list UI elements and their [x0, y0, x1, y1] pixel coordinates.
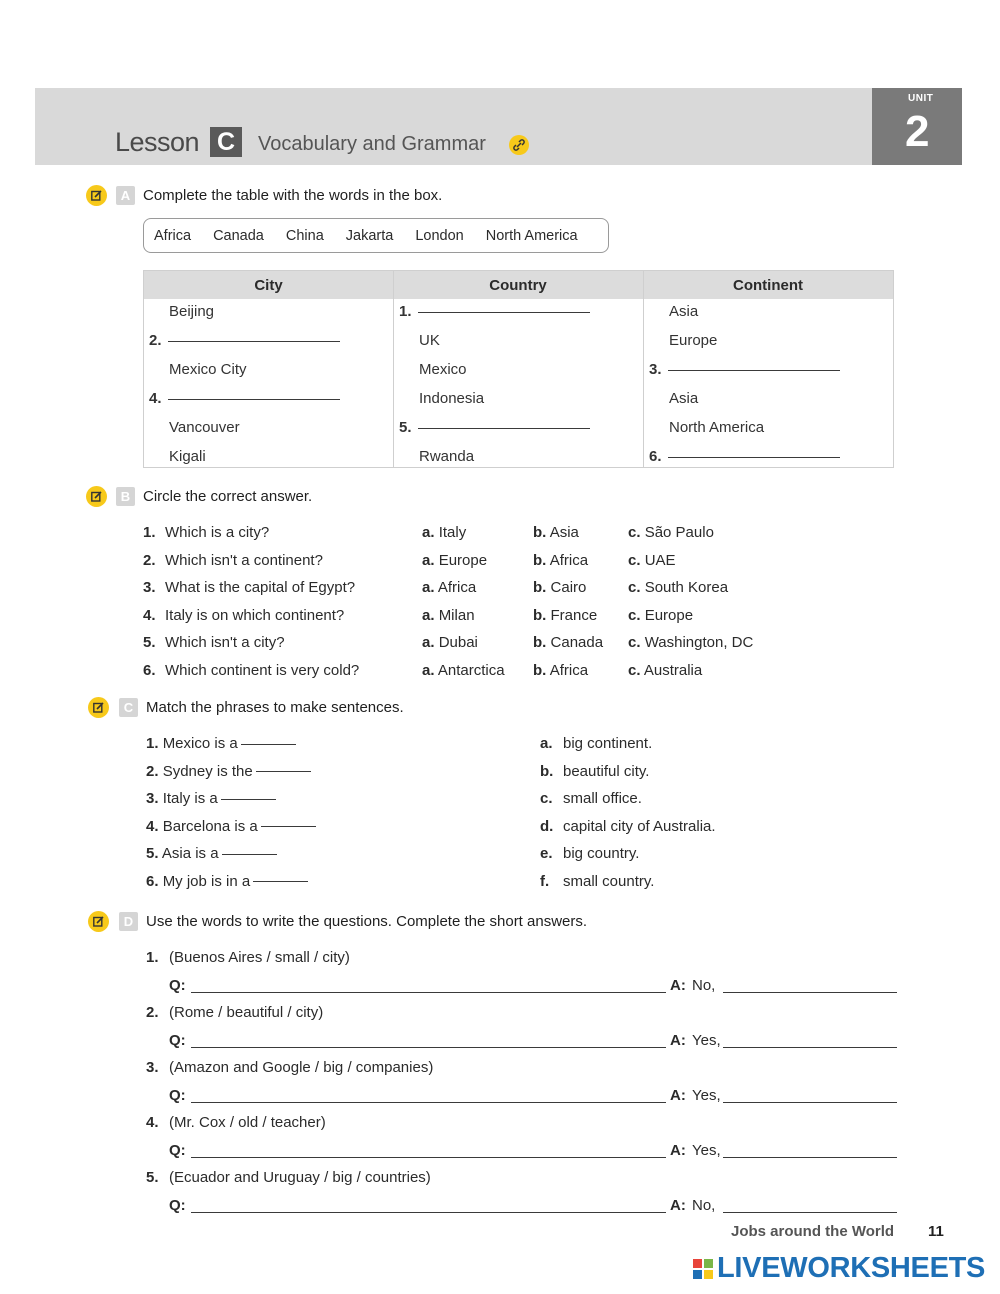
option-text: Washington, DC: [644, 634, 754, 651]
answer-option-a[interactable]: [422, 662, 505, 679]
table-cell: Mexico: [419, 361, 467, 378]
question-text: Which isn't a continent?: [165, 551, 323, 569]
section-c-letter: C: [119, 698, 138, 717]
item-number: 1.: [146, 949, 159, 966]
option-text: Italy: [438, 524, 467, 541]
question-prompt: (Mr. Cox / old / teacher): [169, 1114, 326, 1131]
table-cell: Beijing: [169, 303, 215, 320]
option-label: a.: [422, 634, 435, 651]
answer-blank[interactable]: [168, 341, 340, 342]
lesson-title: Vocabulary and Grammar: [258, 133, 486, 155]
option-text: Canada: [550, 634, 604, 651]
table-cell: Asia: [669, 303, 699, 320]
option-text: Europe: [644, 606, 694, 624]
answer-option-c[interactable]: [628, 607, 693, 624]
option-text: Africa: [549, 551, 589, 569]
question-answer-line[interactable]: [191, 1047, 666, 1048]
item-number: 5.: [146, 1169, 159, 1186]
phrase-text: Italy is a: [162, 790, 218, 807]
q-label: Q:: [169, 1142, 186, 1159]
answer-option-b[interactable]: [533, 634, 603, 651]
question-prompt: (Amazon and Google / big / companies): [169, 1059, 434, 1076]
lesson-letter-badge: C: [210, 127, 242, 157]
table-cell: Europe: [669, 332, 718, 349]
option-text: Milan: [438, 606, 475, 624]
option-label: a.: [422, 579, 435, 596]
link-icon[interactable]: [509, 135, 529, 155]
table-cell: UK: [419, 332, 440, 349]
question-number: 4.: [143, 606, 156, 624]
column-header-city: City: [254, 277, 283, 294]
answer-option-c[interactable]: [628, 524, 714, 541]
word-box-item: Canada: [213, 227, 264, 244]
question-number: 1.: [143, 524, 156, 541]
option-text: Australia: [643, 661, 703, 679]
option-label: a.: [422, 661, 435, 679]
match-right-item: capital city of Australia.: [563, 817, 716, 835]
match-right-item: big country.: [563, 845, 640, 862]
question-text: What is the capital of Egypt?: [165, 579, 356, 596]
short-answer-line[interactable]: [723, 1212, 897, 1213]
option-label: b.: [533, 606, 547, 624]
short-answer-start: No,: [692, 1197, 716, 1214]
answer-blank[interactable]: [668, 457, 840, 458]
q-label: Q:: [169, 1087, 186, 1104]
option-label: a.: [422, 524, 435, 541]
option-label: c.: [628, 524, 641, 541]
match-left-item: [146, 873, 308, 890]
table-blank-cell: [649, 448, 840, 465]
table-blank-cell: [649, 361, 840, 378]
table-header: [144, 271, 893, 299]
answer-option-b[interactable]: [533, 524, 579, 541]
answer-option-c[interactable]: [628, 552, 676, 569]
column-divider: [643, 271, 644, 467]
option-label: b.: [533, 661, 547, 679]
q-label: Q:: [169, 977, 186, 994]
a-label: A:: [670, 1142, 686, 1159]
footer-book-title: Jobs around the World: [731, 1223, 895, 1240]
column-header-continent: Continent: [733, 277, 803, 294]
logo-grid-icon: [693, 1259, 713, 1279]
option-text: Cairo: [550, 579, 587, 596]
answer-option-b[interactable]: [533, 662, 588, 679]
answer-option-b[interactable]: [533, 579, 586, 596]
section-a-letter: A: [116, 186, 135, 205]
question-text: Which isn't a city?: [165, 634, 285, 651]
option-text: Asia: [549, 524, 579, 541]
match-letter: b.: [540, 762, 554, 780]
answer-option-c[interactable]: [628, 634, 753, 651]
question-answer-line[interactable]: [191, 1102, 666, 1103]
option-label: c.: [628, 661, 641, 679]
match-right-item: small country.: [563, 872, 655, 890]
question-prompt: (Ecuador and Uruguay / big / countries): [169, 1169, 431, 1186]
table-cell: Rwanda: [419, 448, 475, 465]
answer-blank[interactable]: [256, 771, 311, 772]
a-label: A:: [670, 977, 686, 994]
item-number: 5.: [399, 419, 412, 436]
answer-blank[interactable]: [241, 744, 296, 745]
lesson-word: Lesson: [115, 127, 200, 157]
match-right-item: small office.: [563, 790, 642, 807]
unit-number: 2: [905, 107, 930, 156]
option-text: UAE: [644, 551, 676, 569]
answer-blank[interactable]: [261, 826, 316, 827]
phrase-text: My job is in a: [162, 872, 251, 890]
question-answer-line[interactable]: [191, 1157, 666, 1158]
word-box-item: Jakarta: [345, 227, 394, 244]
option-label: c.: [628, 606, 641, 624]
table-cell: Vancouver: [169, 419, 240, 436]
option-text: Dubai: [438, 634, 478, 651]
section-d-letter: D: [119, 912, 138, 931]
edit-icon: [88, 911, 109, 932]
option-text: Europe: [438, 551, 488, 569]
item-number: 2.: [146, 1004, 159, 1021]
table-cell: Asia: [669, 390, 699, 407]
short-answer-line[interactable]: [723, 1047, 897, 1048]
answer-blank[interactable]: [418, 428, 590, 429]
table-blank-cell: [149, 332, 340, 349]
table-cell: Indonesia: [419, 390, 485, 407]
word-box: [143, 218, 609, 253]
answer-blank[interactable]: [418, 312, 590, 313]
match-left-item: [146, 763, 311, 780]
table-cell: Kigali: [169, 448, 206, 465]
question-number: 6.: [143, 661, 156, 679]
section-b-instruction: Circle the correct answer.: [143, 488, 313, 505]
logo-text: LIVEWORKSHEETS: [717, 1252, 986, 1284]
item-number: 6.: [146, 872, 159, 890]
option-label: a.: [422, 551, 435, 569]
option-label: c.: [628, 579, 641, 596]
table-blank-cell: [149, 390, 340, 407]
edit-icon: [86, 486, 107, 507]
answer-blank[interactable]: [222, 854, 277, 855]
answer-blank[interactable]: [253, 881, 308, 882]
question-number: 2.: [143, 551, 156, 569]
option-label: c.: [628, 551, 641, 569]
option-label: a.: [422, 606, 435, 624]
q-label: Q:: [169, 1197, 186, 1214]
answer-option-c[interactable]: [628, 662, 702, 679]
option-text: Africa: [437, 579, 477, 596]
answer-option-a[interactable]: [422, 524, 466, 541]
a-label: A:: [670, 1087, 686, 1104]
section-c-instruction: Match the phrases to make sentences.: [146, 699, 404, 716]
question-text: Italy is on which continent?: [165, 606, 345, 624]
option-label: b.: [533, 551, 547, 569]
item-number: 2.: [149, 332, 162, 349]
item-number: 3.: [146, 790, 159, 807]
vocabulary-table: [143, 270, 894, 468]
match-left-item: [146, 845, 277, 862]
section-a-instruction: Complete the table with the words in the box.: [143, 187, 443, 204]
short-answer-start: No,: [692, 977, 716, 994]
a-label: A:: [670, 1197, 686, 1214]
match-right-item: big continent.: [563, 735, 653, 752]
option-text: Antarctica: [437, 661, 505, 679]
answer-option-b[interactable]: [533, 607, 597, 624]
answer-blank[interactable]: [668, 370, 840, 371]
question-number: 3.: [143, 579, 156, 596]
column-header-country: Country: [489, 277, 547, 294]
phrase-text: Mexico is a: [162, 735, 238, 752]
q-label: Q:: [169, 1032, 186, 1049]
phrase-text: Asia is a: [161, 845, 219, 862]
unit-label: UNIT: [908, 93, 934, 104]
word-box-item: Africa: [154, 227, 192, 244]
footer-page-number: 11: [928, 1223, 944, 1240]
table-blank-cell: [399, 419, 590, 436]
section-b-letter: B: [116, 487, 135, 506]
question-text: Which continent is very cold?: [165, 661, 360, 679]
item-number: 5.: [146, 845, 159, 862]
item-number: 6.: [649, 448, 662, 465]
question-prompt: (Buenos Aires / small / city): [169, 949, 350, 966]
short-answer-start: Yes,: [692, 1032, 721, 1049]
edit-icon: [88, 697, 109, 718]
edit-icon: [86, 185, 107, 206]
short-answer-line[interactable]: [723, 992, 897, 993]
match-left-item: [146, 818, 316, 835]
table-blank-cell: [399, 303, 590, 320]
short-answer-start: Yes,: [692, 1142, 721, 1159]
item-number: 4.: [149, 390, 162, 407]
match-letter: f.: [540, 872, 550, 890]
answer-option-a[interactable]: [422, 552, 487, 569]
column-divider: [393, 271, 394, 467]
short-answer-line[interactable]: [723, 1157, 897, 1158]
phrase-text: Barcelona is a: [162, 817, 258, 835]
a-label: A:: [670, 1032, 686, 1049]
question-answer-line[interactable]: [191, 992, 666, 993]
item-number: 4.: [146, 1114, 159, 1131]
option-label: b.: [533, 579, 547, 596]
table-cell: Mexico City: [169, 361, 247, 378]
short-answer-start: Yes,: [692, 1087, 721, 1104]
item-number: 3.: [146, 1059, 159, 1076]
answer-option-a[interactable]: [422, 634, 478, 651]
answer-option-b[interactable]: [533, 552, 588, 569]
option-label: b.: [533, 524, 547, 541]
short-answer-line[interactable]: [723, 1102, 897, 1103]
match-letter: d.: [540, 817, 554, 835]
option-text: South Korea: [644, 579, 729, 596]
option-text: France: [550, 606, 598, 624]
phrase-text: Sydney is the: [162, 762, 253, 780]
option-text: Africa: [549, 661, 589, 679]
match-left-item: [146, 735, 296, 752]
item-number: 3.: [649, 361, 662, 378]
table-cell: North America: [669, 419, 765, 436]
option-label: c.: [628, 634, 641, 651]
item-number: 1.: [399, 303, 412, 320]
liveworksheets-logo: [693, 1252, 985, 1285]
answer-option-a[interactable]: [422, 579, 476, 596]
word-box-item: London: [415, 227, 464, 244]
match-right-item: beautiful city.: [563, 762, 650, 780]
item-number: 2.: [146, 762, 159, 780]
answer-blank[interactable]: [168, 399, 340, 400]
question-text: Which is a city?: [165, 524, 270, 541]
option-text: São Paulo: [644, 524, 714, 541]
item-number: 4.: [146, 817, 159, 835]
answer-option-a[interactable]: [422, 607, 475, 624]
question-prompt: (Rome / beautiful / city): [169, 1004, 324, 1021]
section-d-instruction: Use the words to write the questions. Complete the short answers.: [146, 913, 588, 930]
question-number: 5.: [143, 634, 156, 651]
word-box-item: China: [285, 227, 324, 244]
match-letter: c.: [540, 790, 553, 807]
option-label: b.: [533, 634, 547, 651]
match-letter: a.: [540, 735, 553, 752]
match-letter: e.: [540, 845, 553, 862]
answer-blank[interactable]: [221, 799, 276, 800]
match-left-item: [146, 790, 276, 807]
question-answer-line[interactable]: [191, 1212, 666, 1213]
word-box-item: North America: [485, 227, 578, 244]
answer-option-c[interactable]: [628, 579, 728, 596]
item-number: 1.: [146, 735, 159, 752]
